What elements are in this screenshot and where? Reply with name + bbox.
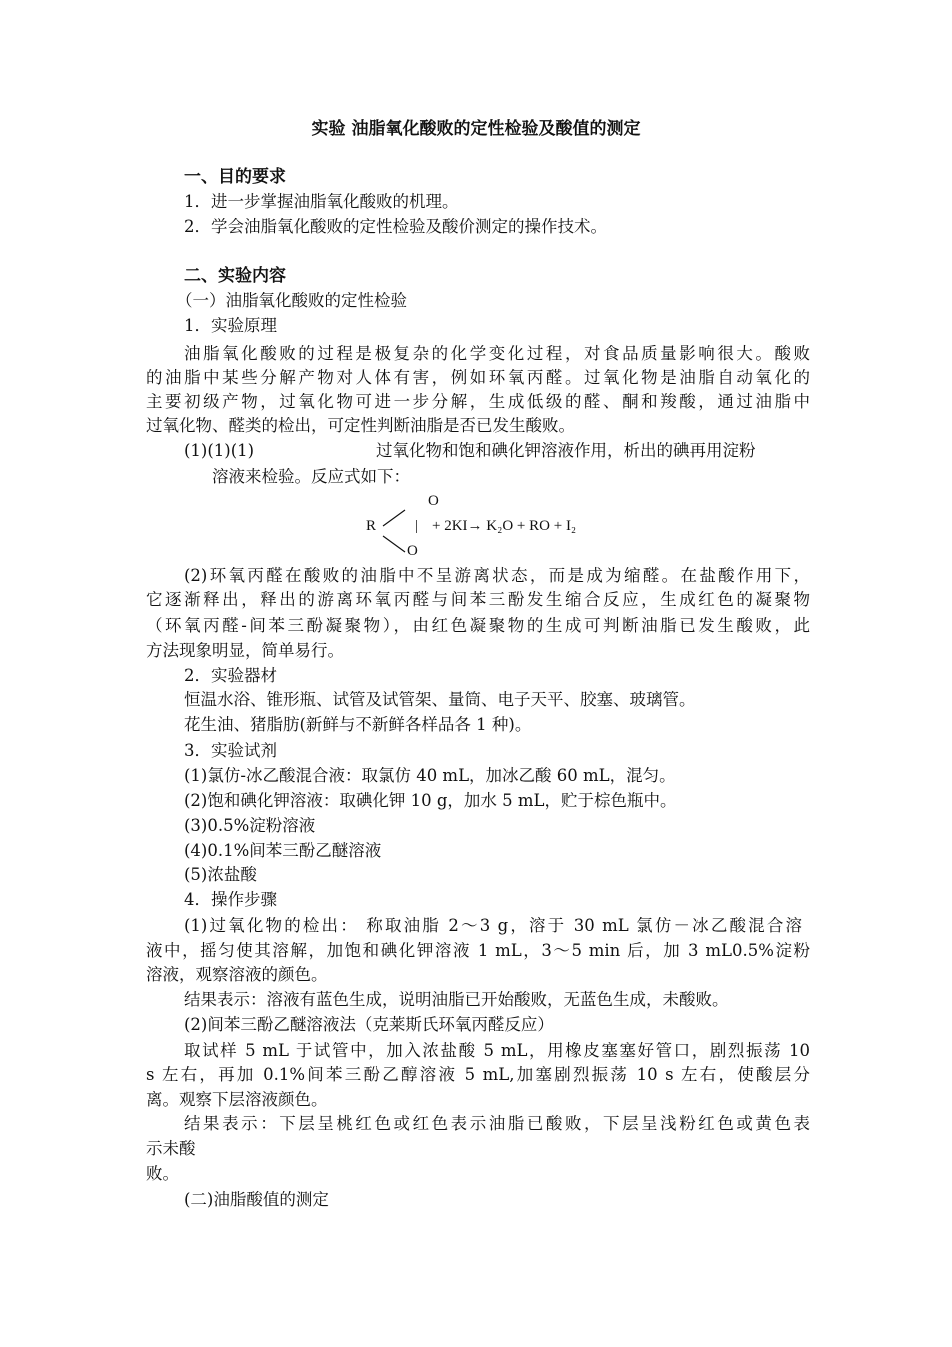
section-heading-content: 二、实验内容: [184, 266, 286, 286]
paragraph-line: s 左右，再加 0.1%间苯三酚乙醇溶液 5 mL,加塞剧烈振荡 10 s 左右，使酸层分: [146, 1065, 810, 1084]
paragraph-line: 主要初级产物，过氧化物可进一步分解，生成低级的醛、酮和羧酸，通过油脂中: [146, 392, 810, 411]
paragraph-line: (2)环氧丙醛在酸败的油脂中不呈游离状态，而是成为缩醛。在盐酸作用下，: [184, 566, 810, 585]
reagent-item: (4)0.1%间苯三酚乙醚溶液: [184, 841, 382, 860]
paragraph-line: 取试样 5 mL 于试管中，加入浓盐酸 5 mL，用橡皮塞塞好管口，剧烈振荡 10: [184, 1041, 810, 1060]
paragraph-line: （环氧丙醛-间苯三酚凝聚物），由红色凝聚物的生成可判断油脂已发生酸败，此: [146, 616, 810, 635]
reagents-title: 3．实验试剂: [184, 741, 277, 760]
reagent-item: (5)浓盐酸: [184, 865, 257, 884]
principle-title: 1．实验原理: [184, 316, 277, 335]
paragraph-line: 溶液来检验。反应式如下：: [212, 467, 410, 486]
formula-oxygen-bottom: O: [407, 543, 418, 559]
formula-r-group: R: [366, 518, 377, 534]
equipment-line: 恒温水浴、锥形瓶、试管及试管架、量筒、电子天平、胶塞、玻璃管。: [184, 690, 696, 709]
result-line: 结果表示：溶液有蓝色生成，说明油脂已开始酸败，无蓝色生成，未酸败。: [184, 990, 729, 1009]
step2-title: (2)间苯三酚乙醚溶液法（克莱斯氏环氧丙醛反应）: [184, 1015, 554, 1034]
formula-oxygen-top: O: [428, 493, 439, 509]
result-line: 示未酸: [146, 1139, 196, 1158]
reagent-item: (3)0.5%淀粉溶液: [184, 816, 316, 835]
steps-title: 4．操作步骤: [184, 890, 277, 909]
result-line: 结果表示：下层呈桃红色或红色表示油脂已酸败，下层呈浅粉红色或黄色表: [184, 1114, 810, 1133]
formula-right-side: + 2KI→ K₂O + RO + I₂: [432, 518, 577, 534]
objective-item: 1．进一步掌握油脂氧化酸败的机理。: [184, 192, 459, 211]
page-title: 实验 油脂氧化酸败的定性检验及酸值的测定: [311, 119, 641, 139]
reagent-item: (1)氯仿-冰乙酸混合液：取氯仿 40 mL，加冰乙酸 60 mL，混匀。: [184, 766, 676, 785]
paragraph-line: 方法现象明显，简单易行。: [146, 641, 344, 660]
paragraph-line: 油脂氧化酸败的过程是极复杂的化学变化过程，对食品质量影响很大。酸败: [184, 344, 810, 363]
paragraph-line: 过氧化物、醛类的检出，可定性判断油脂是否已发生酸败。: [146, 416, 575, 435]
paragraph-line: 离。观察下层溶液颜色。: [146, 1090, 328, 1109]
equipment-line: 花生油、猪脂肪(新鲜与不新鲜各样品各 1 种)。: [184, 715, 532, 734]
result-line: 败。: [146, 1164, 179, 1183]
paragraph-line: 溶液，观察溶液的颜色。: [146, 965, 328, 984]
subsection-title: (二)油脂酸值的测定: [184, 1190, 329, 1209]
reagent-item: (2)饱和碘化钾溶液：取碘化钾 10 g，加水 5 mL，贮于棕色瓶中。: [184, 791, 677, 810]
paragraph-line: 过氧化物和饱和碘化钾溶液作用，析出的碘再用淀粉: [376, 441, 756, 460]
paragraph-line: (1)过氧化物的检出： 称取油脂 2～3 g，溶于 30 mL 氯仿－冰乙酸混合溶: [184, 916, 802, 935]
paragraph-line: 液中，摇匀使其溶解，加饱和碘化钾溶液 1 mL，3～5 min 后，加 3 mL0.5%淀粉: [146, 941, 810, 960]
subsection-title: （一）油脂氧化酸败的定性检验: [176, 291, 407, 310]
section-heading-objectives: 一、目的要求: [184, 167, 286, 187]
objective-item: 2．学会油脂氧化酸败的定性检验及酸价测定的操作技术。: [184, 217, 607, 236]
list-marker: (1)(1)(1): [184, 441, 255, 460]
paragraph-line: 的油脂中某些分解产物对人体有害，例如环氧丙醛。过氧化物是油脂自动氧化的: [146, 368, 810, 387]
paragraph-line: 它逐渐释出，释出的游离环氧丙醛与间苯三酚发生缩合反应，生成红色的凝聚物: [146, 590, 810, 609]
equipment-title: 2．实验器材: [184, 666, 277, 685]
formula-bond-bar: |: [415, 518, 419, 534]
